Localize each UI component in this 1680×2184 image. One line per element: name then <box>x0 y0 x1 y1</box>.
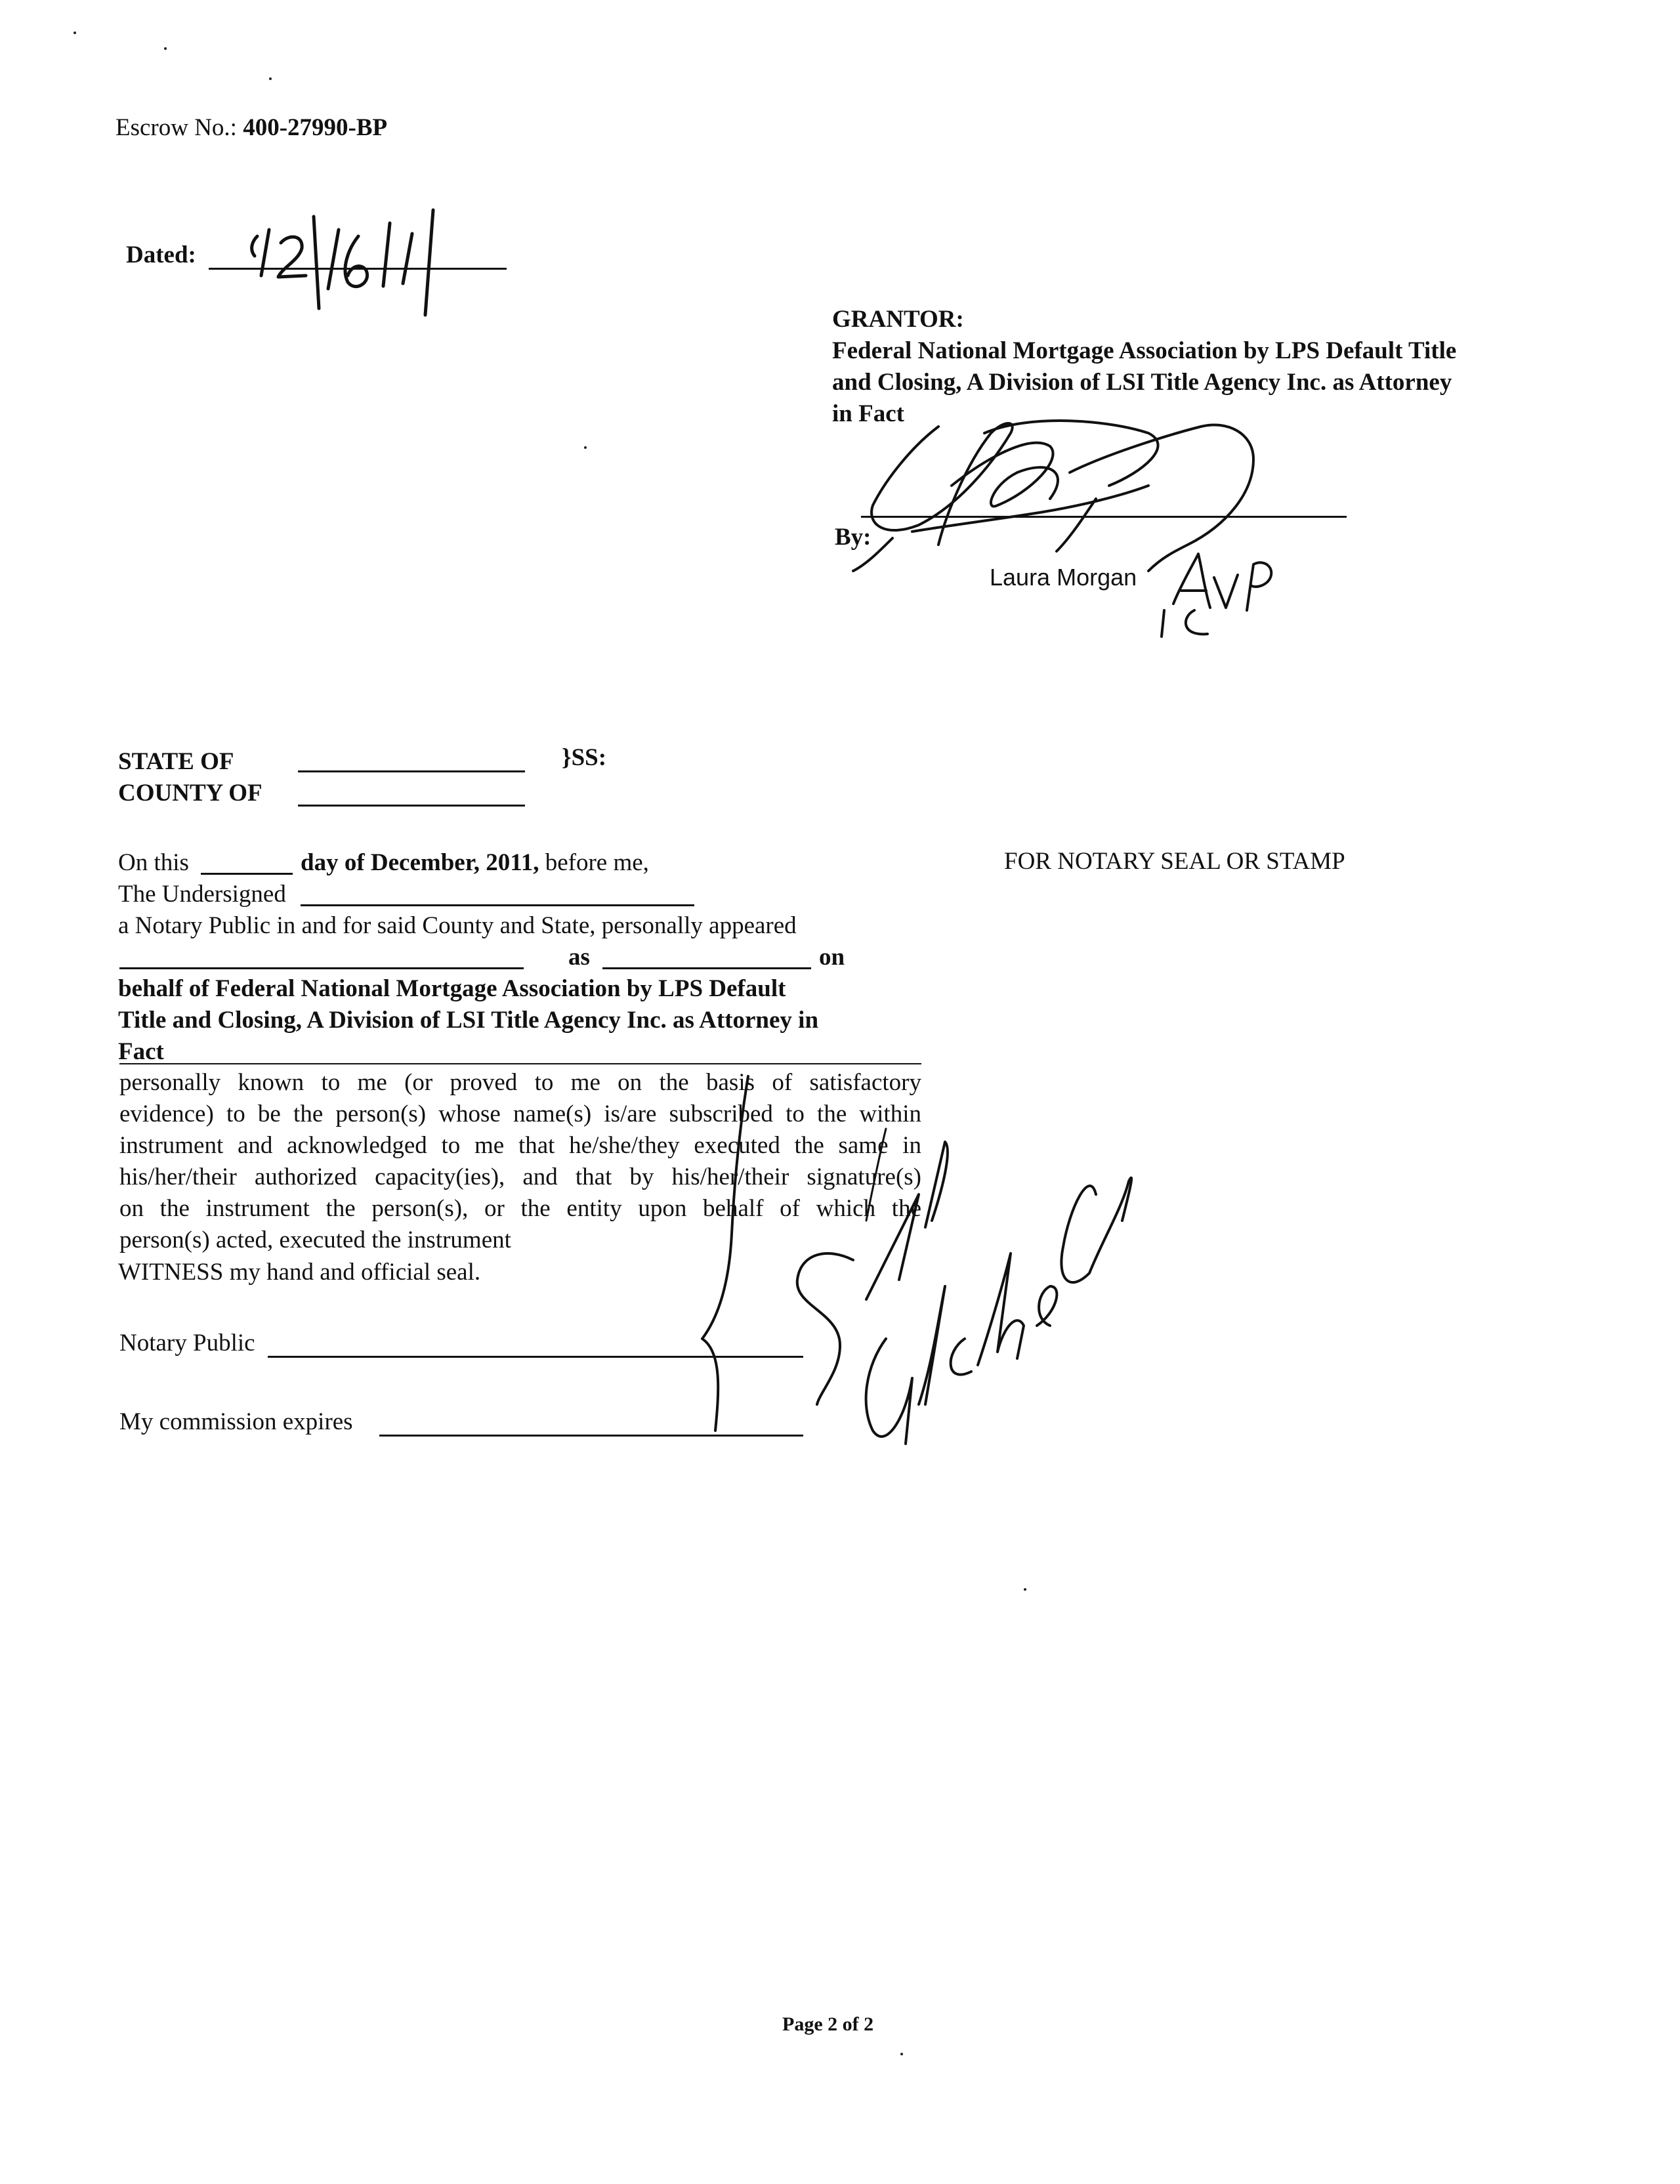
scan-speck <box>1024 1588 1026 1591</box>
body-line: instrument and acknowledged to me that he/she/they executed the same in <box>119 1132 921 1159</box>
behalf-line: Title and Closing, A Division of LSI Title Agency Inc. as Attorney in <box>118 1007 819 1034</box>
escrow-number: 400-27990-BP <box>243 114 388 141</box>
notary-appeared-text: a Notary Public in and for said County and State, personally appeared <box>118 912 797 939</box>
county-line <box>298 805 525 807</box>
county-label: COUNTY OF <box>118 780 262 807</box>
notary-seal-label: FOR NOTARY SEAL OR STAMP <box>1004 848 1345 875</box>
by-label: By: <box>835 524 872 551</box>
page-number: Page 2 of 2 <box>782 2013 874 2035</box>
behalf-line: behalf of Federal National Mortgage Association by LPS Default <box>118 975 786 1002</box>
body-line: person(s) acted, executed the instrument <box>119 1227 511 1253</box>
appeared-name-line <box>119 967 524 969</box>
date-phrase <box>301 848 649 878</box>
witness-text: WITNESS my hand and official seal. <box>118 1259 481 1286</box>
grantor-line: Federal National Mortgage Association by LPS Default Title <box>832 337 1457 364</box>
grantor-line: and Closing, A Division of LSI Title Agency Inc. as Attorney <box>832 369 1452 396</box>
grantor-line: in Fact <box>832 400 904 427</box>
body-line: his/her/their authorized capacity(ies), and that by his/her/their signature(s) <box>119 1164 921 1190</box>
body-line: evidence) to be the person(s) whose name(s) is/are subscribed to the within <box>119 1101 921 1127</box>
undersigned-line <box>301 904 694 906</box>
title-handwriting <box>1155 545 1280 643</box>
body-line: personally known to me (or proved to me on the basis of satisfactory <box>119 1069 921 1096</box>
escrow-label: Escrow No.: <box>116 114 237 141</box>
grantor-heading: GRANTOR: <box>832 306 964 333</box>
undersigned-label: The Undersigned <box>118 881 286 908</box>
on-label: on <box>819 944 845 971</box>
capacity-line <box>602 967 811 969</box>
dated-handwriting <box>243 171 466 328</box>
signer-name: Laura Morgan <box>990 564 1137 591</box>
day-line <box>201 873 293 875</box>
scan-speck <box>584 446 587 449</box>
behalf-line: Fact <box>118 1038 164 1065</box>
day-of-text: day of December, 2011, <box>301 849 539 876</box>
dated-label: Dated: <box>126 242 196 268</box>
scan-speck <box>74 32 76 34</box>
state-line <box>298 770 525 772</box>
see-attached-handwriting <box>669 1063 1142 1470</box>
commission-label: My commission expires <box>119 1408 353 1435</box>
on-this-label: On this <box>118 849 189 876</box>
scan-speck <box>269 77 272 80</box>
before-me-text: before me, <box>545 849 649 876</box>
ss-label: }SS: <box>562 744 607 771</box>
as-label: as <box>568 944 590 971</box>
notary-public-label: Notary Public <box>119 1330 255 1356</box>
scan-speck <box>900 2053 903 2055</box>
state-label: STATE OF <box>118 748 234 775</box>
scan-speck <box>164 47 167 50</box>
body-line: on the instrument the person(s), or the entity upon behalf of which the <box>119 1195 921 1222</box>
escrow-line <box>116 113 387 143</box>
